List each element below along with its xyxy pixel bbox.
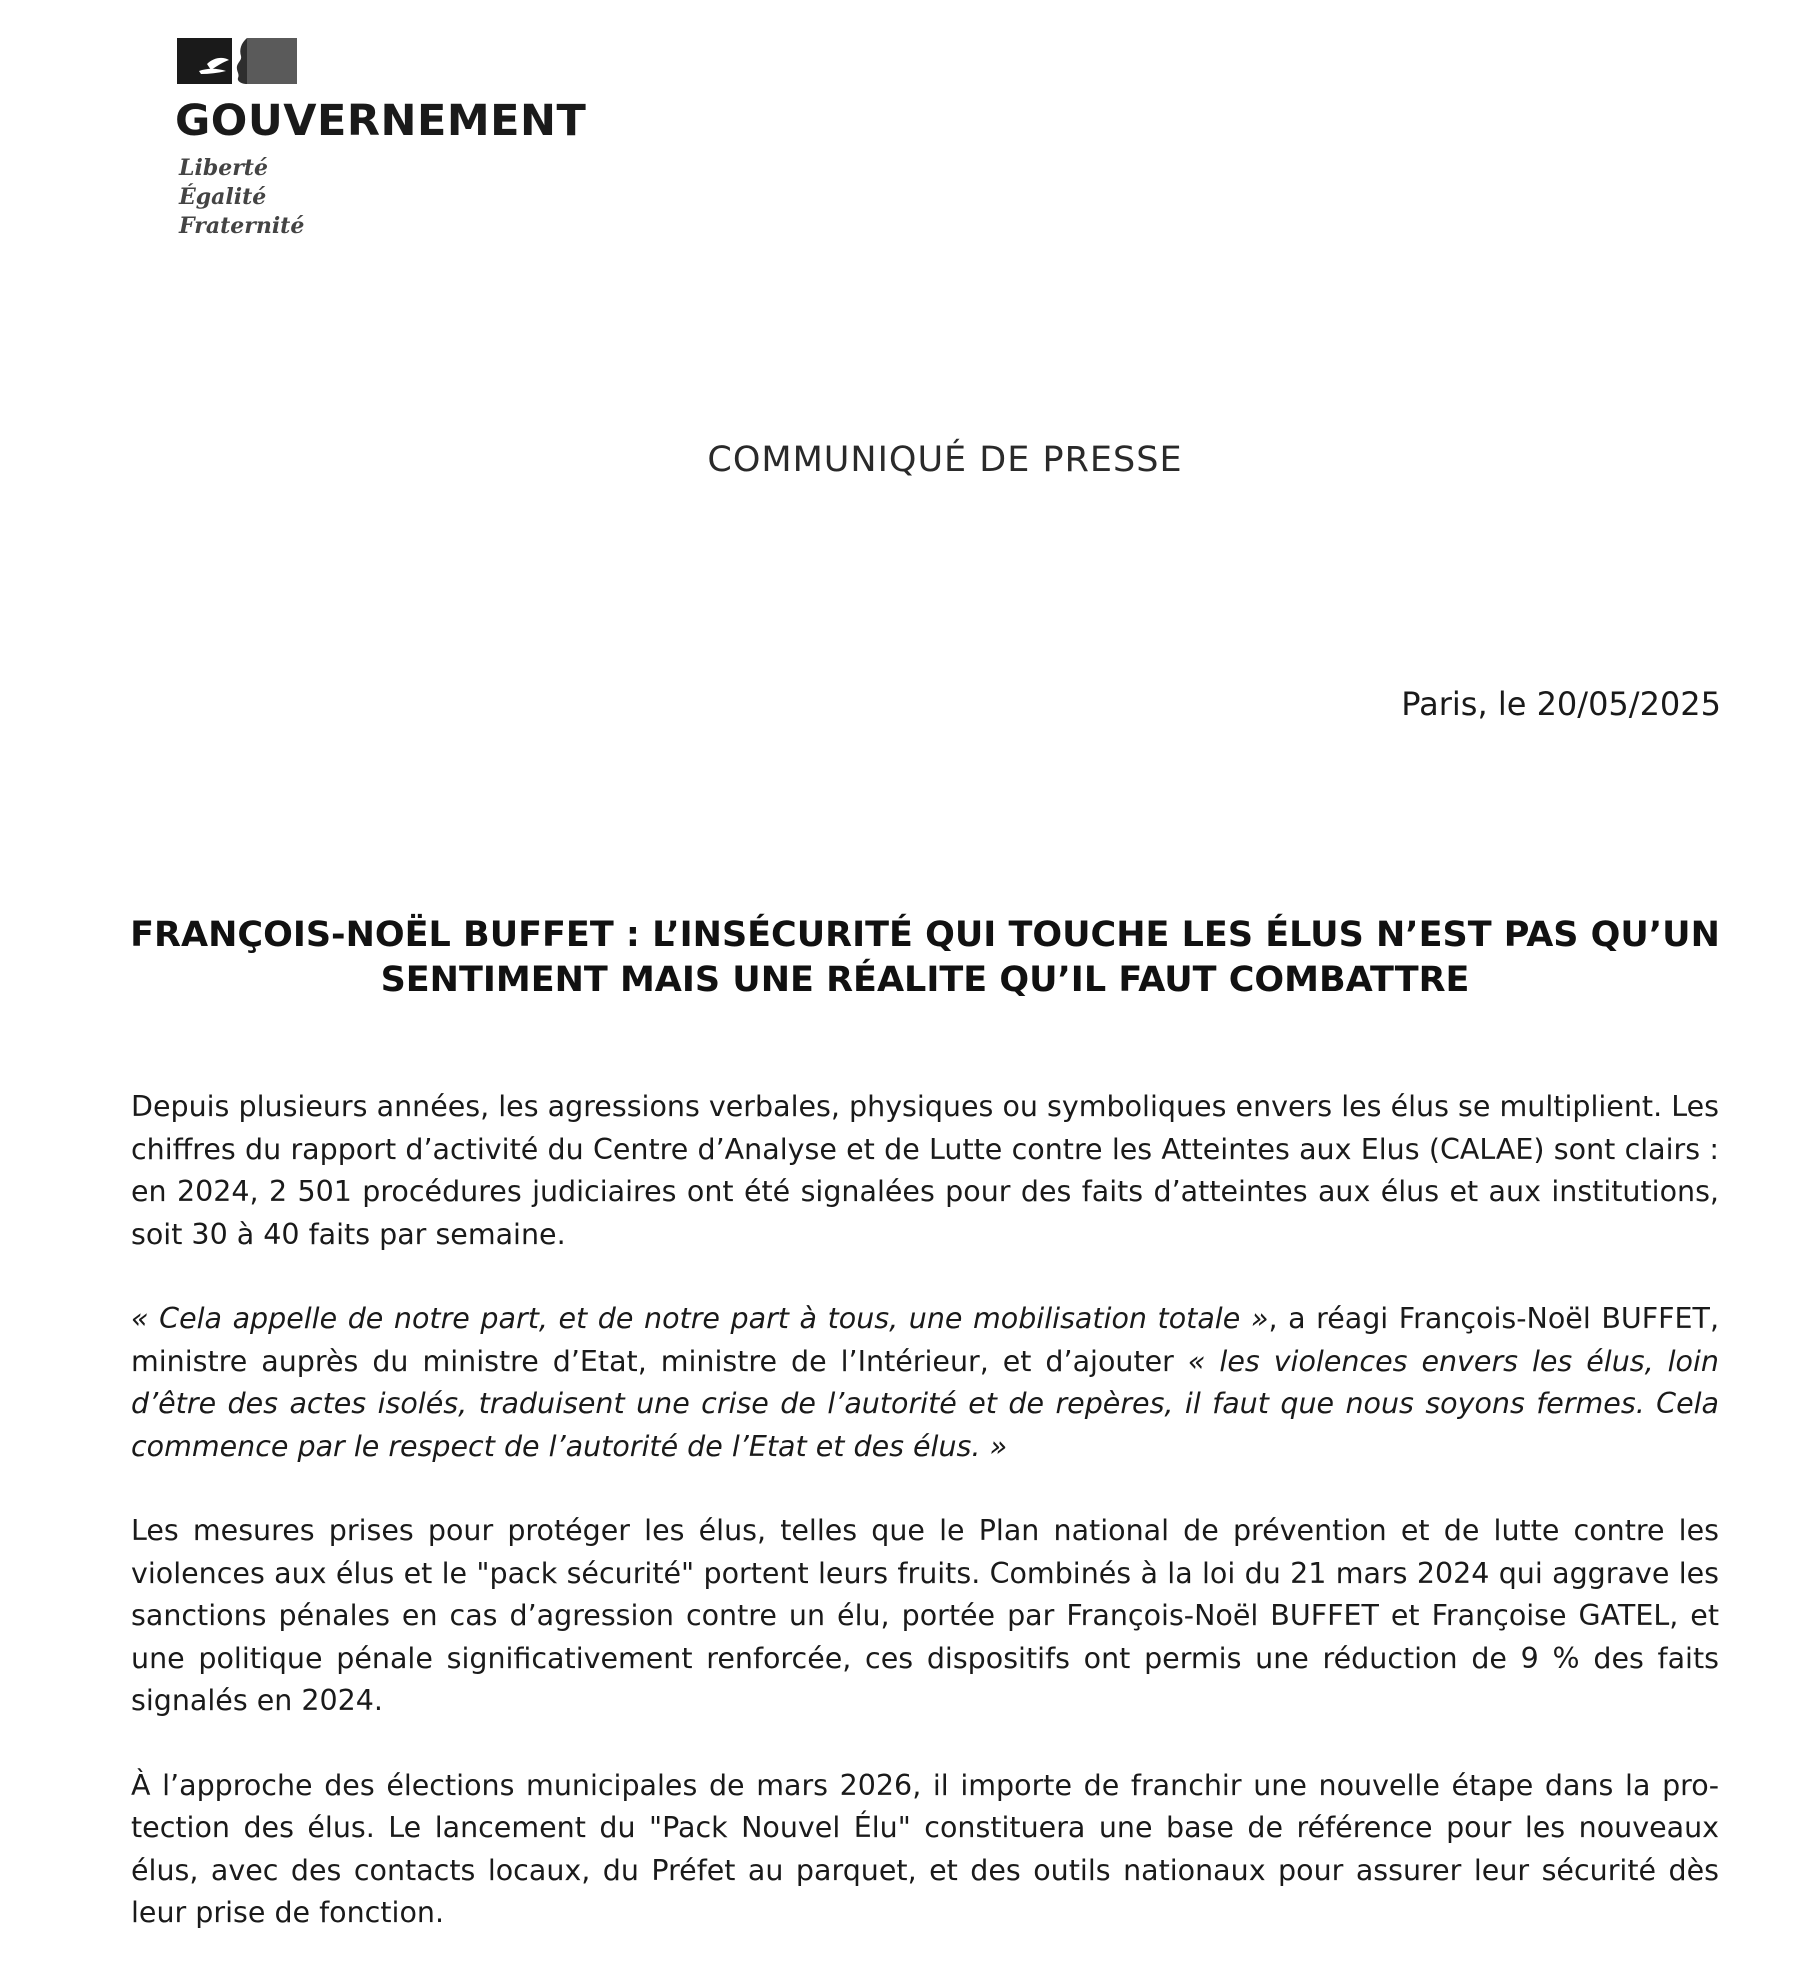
- press-release-body: [131, 1086, 1719, 1977]
- minister-attribution: , a réagi François-Noël BUFFET, ministre auprès du ministre d’Etat, ministre de l’Intérieur, et d’ajouter: [131, 1302, 1719, 1378]
- paragraph-new-elected-pack: À l’approche des élections municipales de mars 2026, il importe de franchir une nouvelle étape dans la protection des élus. Le lancement du "Pack Nouvel Élu" constituera une base de référence pour les nouveaux élus, avec des contacts locaux, du Préfet au parquet, et des outils nationaux pour assurer leur sécurité dès leur prise de fonction.: [131, 1768, 1719, 1929]
- headline-line-2: SENTIMENT MAIS UNE RÉALITE QU’IL FAUT COMBATTRE: [380, 960, 1470, 1000]
- place-date: Paris, le 20/05/2025: [1401, 685, 1721, 723]
- headline-line-1: FRANÇOIS-NOËL BUFFET : L’INSÉCURITÉ QUI TOUCHE LES ÉLUS N’EST PAS QU’UN: [130, 915, 1720, 955]
- paragraph-measures: Les mesures prises pour protéger les élus, telles que le Plan national de prévention et de lutte contre les violences aux élus et le "pack sécurité" portent leurs fruits. Combinés à la loi du 21 mars 2024 qui aggrave les sanctions pénales en cas d’agression contre un élu, portée par François-Noël BUFFET et Françoise GATEL, et une politique pénale significativement renforcée, ces dispositifs ont permis une réduction de 9 % des faits signalés en 2024.: [131, 1514, 1719, 1717]
- minister-quote-2: « les violences envers les élus, loin d’être des actes isolés, traduisent une crise de l’autorité et de repères, il faut que nous soyons fermes. Cela commence par le respect de l’autorité de l’Etat et des élus. »: [131, 1344, 1719, 1463]
- motto-liberte: Liberté: [179, 155, 268, 181]
- document-kind: COMMUNIQUÉ DE PRESSE: [707, 440, 1183, 480]
- marianne-emblem-icon: [177, 38, 297, 84]
- republic-motto: [179, 154, 304, 241]
- minister-quote-1: « Cela appelle de notre part, et de notre part à tous, une mobilisation totale »: [131, 1302, 1269, 1335]
- motto-egalite: Égalité: [179, 184, 267, 210]
- paragraph-minister-quote: [131, 1298, 1719, 1468]
- logo-wordmark: GOUVERNEMENT: [175, 96, 587, 146]
- press-release-headline: [130, 913, 1720, 1003]
- motto-fraternite: Fraternité: [179, 213, 305, 239]
- paragraph-statistics: Depuis plusieurs années, les agressions verbales, physiques ou symboliques envers les élus se multiplient. Les chiffres du rapport d’activité du Centre d’Analyse et de Lutte contre les Atteintes aux Elus (CALAE) sont clairs : en 2024, 2 501 procédures judiciaires ont été signalées pour des faits d’atteintes aux élus et aux institutions, soit 30 à 40 faits par semaine.: [131, 1090, 1719, 1251]
- government-logo: [175, 38, 587, 248]
